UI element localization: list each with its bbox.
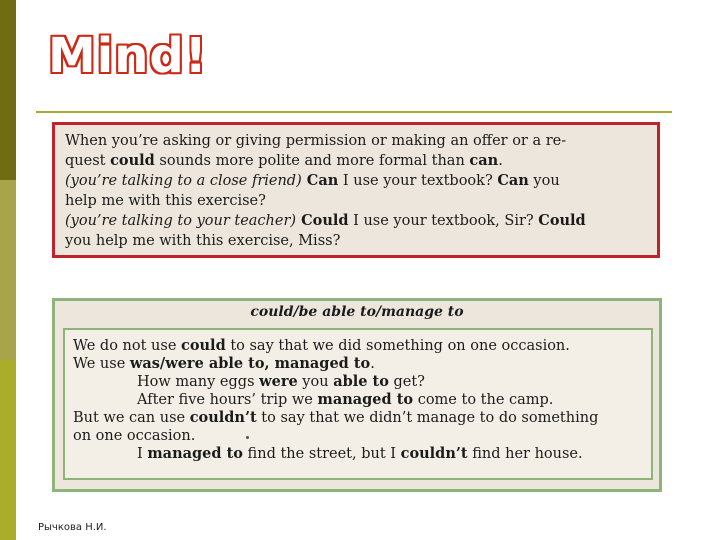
box2-line-1: We do not use could to say that we did something on one occasion. — [73, 337, 570, 354]
ability-rule-box — [52, 298, 662, 492]
sidebar-stripe-bottom — [0, 360, 16, 540]
box1-line-6: you help me with this exercise, Miss? — [65, 233, 341, 249]
title-divider — [36, 111, 672, 113]
sidebar-stripe-top — [0, 0, 16, 180]
sidebar-stripe-middle — [0, 180, 16, 360]
author-credit: Рычкова Н.И. — [38, 522, 107, 533]
box1-line-2: quest could sounds more polite and more formal than can. — [65, 152, 503, 169]
box2-line-2: We use was/were able to, managed to. — [73, 355, 375, 372]
box1-line-5: (you’re talking to your teacher) Could I use your textbook, Sir? Could — [65, 212, 586, 229]
box1-line-3: (you’re talking to a close friend) Can I use your textbook? Can you — [65, 172, 560, 189]
ability-rule-heading: could/be able to/manage to — [250, 304, 464, 320]
scan-speck — [246, 436, 249, 439]
box2-example-1: How many eggs were you able to get? — [137, 373, 425, 390]
slide-title: Mind! — [48, 28, 208, 84]
permission-rule-box — [52, 122, 660, 258]
box1-line-4: help me with this exercise? — [65, 193, 266, 209]
box2-line-5: But we can use couldn’t to say that we didn’t manage to do something — [73, 409, 599, 426]
box2-line-6: on one occasion. — [73, 428, 196, 444]
box2-example-3: I managed to find the street, but I couldn’t find her house. — [137, 445, 583, 462]
box1-line-1: When you’re asking or giving permission or making an offer or a re- — [65, 133, 567, 149]
ability-rule-body — [63, 328, 653, 480]
box2-example-2: After five hours’ trip we managed to come to the camp. — [137, 391, 554, 408]
